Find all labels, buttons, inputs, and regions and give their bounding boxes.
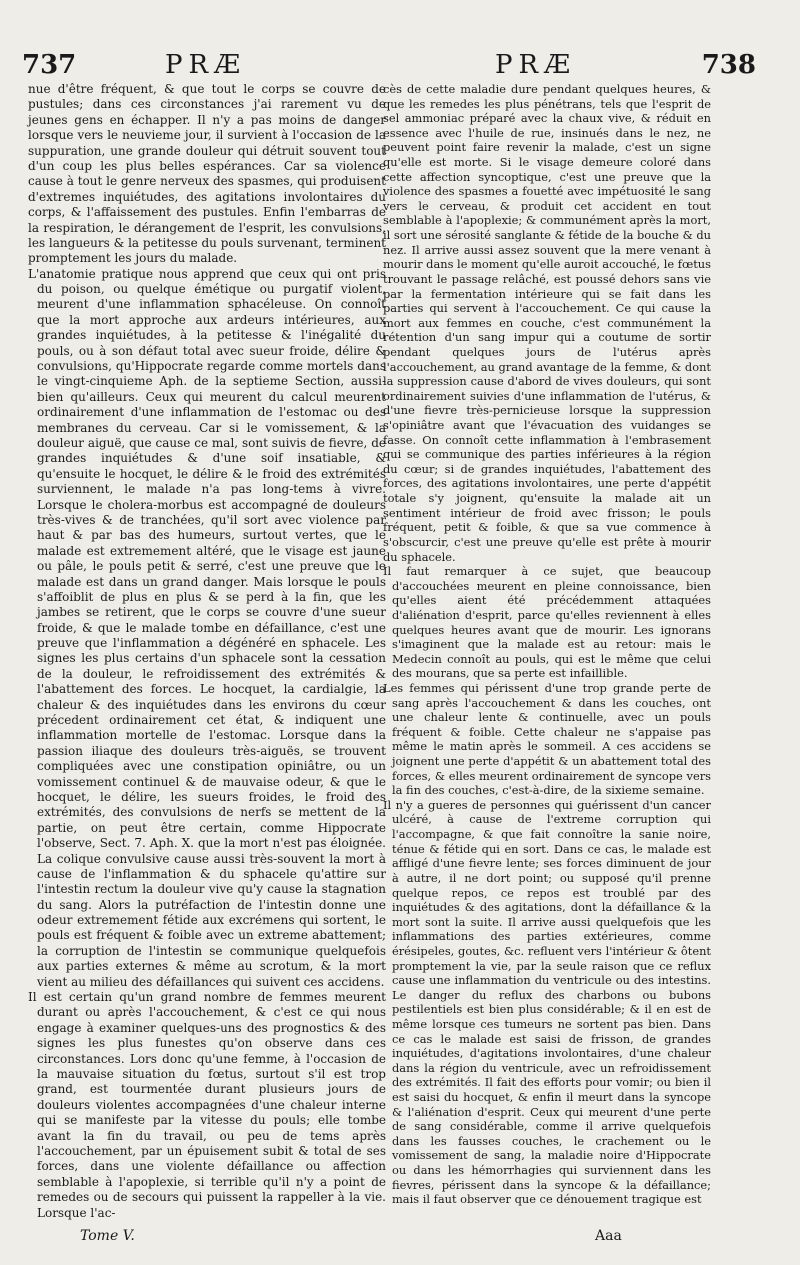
running-head-right: PRÆ (495, 50, 577, 80)
page-footer (0, 1228, 800, 1258)
paragraph: Il est certain qu'un grand nombre de femmes meurent durant ou après l'accouchement, & c'est ce qui nous engage à examiner quelques-uns des prognostics & des signes les plus funestes qu'on observe dans ces circonstances. Lors donc qu'une femme, à l'occasion de la mauvaise situation du fœtus, surtout s'il est trop grand, est tourmentée durant plusieurs jours de douleurs violentes accompagnées d'une chaleur interne qui se manifeste par la vitesse du pouls; elle tombe avant la fin du travail, ou peu de tems après l'accouchement, par un épuisement subit & total de ses forces, dans une violente défaillance ou affection semblable à l'apoplexie, si terrible qu'il n'y a point de remedes ou de secours qui puissent la rappeller à la vie. Lorsque l'ac- (28, 990, 386, 1220)
right-column (383, 82, 711, 1207)
page-number-left: 737 (22, 50, 77, 80)
paragraph: Les femmes qui périssent d'une trop grande perte de sang après l'accouchement & dans les couches, ont une chaleur lente & continuelle, avec un pouls fréquent & foible. Cette chaleur ne s'appaise pas même le matin après le sommeil. A ces accidens se joignent une perte d'appétit & un abattement total des forces, & elles meurent ordinairement de syncope vers la fin des couches, c'est-à-dire, de la sixieme semaine. (383, 680, 711, 798)
volume-label: Tome V. (80, 1228, 135, 1244)
paragraph: nue d'être fréquent, & que tout le corps se couvre de pustules; dans ces circonstances j'ai rarement vu de jeunes gens en échapper. Il n'y a pas moins de danger lorsque vers le neuvieme jour, il survient à l'occasion de la suppuration, une grande douleur qui détruit souvent tout d'un coup les plus belles espérances. Car sa violence cause à tout le genre nerveux des spasmes, qui produisent d'extremes inquiétudes, des agitations involontaires du corps, & l'affaissement des pustules. Enfin l'embarras de la respiration, le dérangement de l'esprit, les convulsions, les langueurs & la petitesse du pouls survenant, terminent promptement les jours du malade. (28, 82, 386, 266)
paragraph: cès de cette maladie dure pendant quelques heures, & que les remedes les plus pénétrans, tels que l'esprit de sel ammoniac préparé avec la chaux vive, & réduit en essence avec l'huile de rue, insinués dans le nez, ne peuvent point faire revenir la malade, c'est un signe qu'elle est morte. Si le visage demeure coloré dans cette affection syncoptique, c'est une preuve que la violence des spasmes a fouetté avec impétuosité le sang vers le cerveau, & produit cet accident en tout semblable à l'apoplexie; & communément après la mort, il sort une sérosité sanglante & fétide de la bouche & du nez. Il arrive aussi assez souvent que la mere venant à mourir dans le moment qu'elle auroit accouché, le fœtus trouvant le passage relâché, est poussé dehors sans vie par la fermentation intérieure qui se fait dans les parties qui servent à l'accouchement. Ce qui cause la mort aux femmes en couche, c'est communément la rétention d'un sang impur qui a coutume de sortir pendant quelques jours de l'utérus après l'accouchement, au grand avantage de la femme, & dont la suppression cause d'abord de vives douleurs, qui sont ordinairement suivies d'une inflammation de l'utérus, & d'une fievre très-pernicieuse lorsque la suppression s'opiniâtre avant que l'évacuation des vuidanges se fasse. On connoît cette inflammation à l'embrasement qui se communique des parties inférieures à la région du cœur; si de grandes inquiétudes, l'abattement des forces, des agitations involontaires, une perte d'appétit totale s'y joignent, qu'ensuite la malade ait un sentiment intérieur de froid avec frisson; le pouls fréquent, petit & foible, & que sa vue commence à s'obscurcir, c'est une preuve qu'elle est prête à mourir du sphacele. (383, 82, 711, 564)
paragraph: L'anatomie pratique nous apprend que ceux qui ont pris du poison, ou quelque émétique ou purgatif violent, meurent d'une inflammation sphacéleuse. On connoît que la mort approche aux ardeurs intérieures, aux grandes inquiétudes, à la petitesse & l'inégalité du pouls, ou à son défaut total avec sueur froide, délire & convulsions, qu'Hippocrate regarde comme mortels dans le vingt-cinquieme Aph. de la septieme Section, aussi-bien qu'ailleurs. Ceux qui meurent du calcul meurent ordinairement d'une inflammation de l'estomac ou des membranes du cerveau. Car si le vomissement, & la douleur aiguë, que cause ce mal, sont suivis de fievre, de grandes inquiétudes & d'une soif insatiable, & qu'ensuite le hocquet, le délire & le froid des extrémités surviennent, le malade n'a pas long-tems à vivre. Lorsque le cholera-morbus est accompagné de douleurs très-vives & de tranchées, qu'il sort avec violence par haut & par bas des humeurs, surtout vertes, que le malade est extremement altéré, que le visage est jaune ou pâle, le pouls petit & serré, c'est une preuve que le malade est dans un grand danger. Mais lorsque le pouls s'affoiblit de plus en plus & se perd à la fin, que les jambes se retirent, que le corps se couvre d'une sueur froide, & que le malade tombe en défaillance, c'est une preuve que l'inflammation a dégénéré en sphacele. Les signes les plus certains d'un sphacele sont la cessation de la douleur, le refroidissement des extrémités & l'abattement des forces. Le hocquet, la cardialgie, la chaleur & des inquiétudes dans les environs du cœur précedent ordinairement cet état, & indiquent une inflammation mortelle de l'estomac. Lorsque dans la passion iliaque des douleurs très-aiguës, se trouvent compliquées avec une constipation opiniâtre, ou un vomissement continuel & de mauvaise odeur, & que le hocquet, le délire, les sueurs froides, le froid des extrémités, des convulsions de nerfs se mettent de la partie, on peut être certain, comme Hippocrate l'observe, Sect. 7. Aph. X. que la mort n'est pas éloignée. La colique convulsive cause aussi très-souvent la mort à cause de l'inflammation & du sphacele qu'attire sur l'intestin rectum la douleur vive qu'y cause la stagnation du sang. Alors la putréfaction de l'intestin donne une odeur extremement fétide aux excrémens qui sortent, le pouls est fréquent & foible avec un extreme abattement; la corruption de l'intestin se communique quelquefois aux parties externes & même au scrotum, & la mort vient au milieu des défaillances qui suivent ces accidens. (28, 266, 386, 989)
page-number-right: 738 (701, 50, 756, 80)
paragraph: Il faut remarquer à ce sujet, que beaucoup d'accouchées meurent en pleine connoissance, bien qu'elles aient été précédemment attaquées d'aliénation d'esprit, parce qu'elles reviennent à elles quelques heures avant que de mourir. Les ignorans s'imaginent que la malade est au retour: mais le Medecin connoît au pouls, qui est le même que celui des mourans, que sa perte est infaillible. (383, 564, 711, 681)
left-column (28, 82, 386, 1221)
running-head-left: PRÆ (165, 50, 247, 80)
signature-mark: Aaa (595, 1228, 622, 1244)
paragraph: Il n'y a gueres de personnes qui guérissent d'un cancer ulcéré, à cause de l'extreme corruption qui l'accompagne, & que fait connoître la sanie noire, ténue & fétide qui en sort. Dans ce cas, le malade est affligé d'une fievre lente; ses forces diminuent de jour à autre, il ne dort point; ou supposé qu'il prenne quelque repos, ce repos est troublé par des inquiétudes & des agitations, dont la défaillance & la mort sont la suite. Il arrive aussi quelquefois que les inflammations des parties extérieures, comme érésipeles, goutes, &c. refluent vers l'intérieur & ôtent promptement la vie, par la seule raison que ce reflux cause une inflammation du ventricule ou des intestins. Le danger du reflux des charbons ou bubons pestilentiels est bien plus considérable; & il en est de même lorsque ces tumeurs ne sortent pas bien. Dans ce cas le malade est saisi de frisson, de grandes inquiétudes, d'agitations involontaires, d'une chaleur dans la région du ventricule, avec un refroidissement des extrémités. Il fait des efforts pour vomir; ou bien il est saisi du hocquet, & enfin il meurt dans la syncope & l'aliénation d'esprit. Ceux qui meurent d'une perte de sang considérable, comme il arrive quelquefois dans les fausses couches, le crachement ou le vomissement de sang, la maladie noire d'Hippocrate ou dans les hémorrhagies qui surviennent dans les fievres, périssent dans la syncope & la défaillance; mais il faut observer que ce dénouement tragique est (383, 797, 711, 1207)
